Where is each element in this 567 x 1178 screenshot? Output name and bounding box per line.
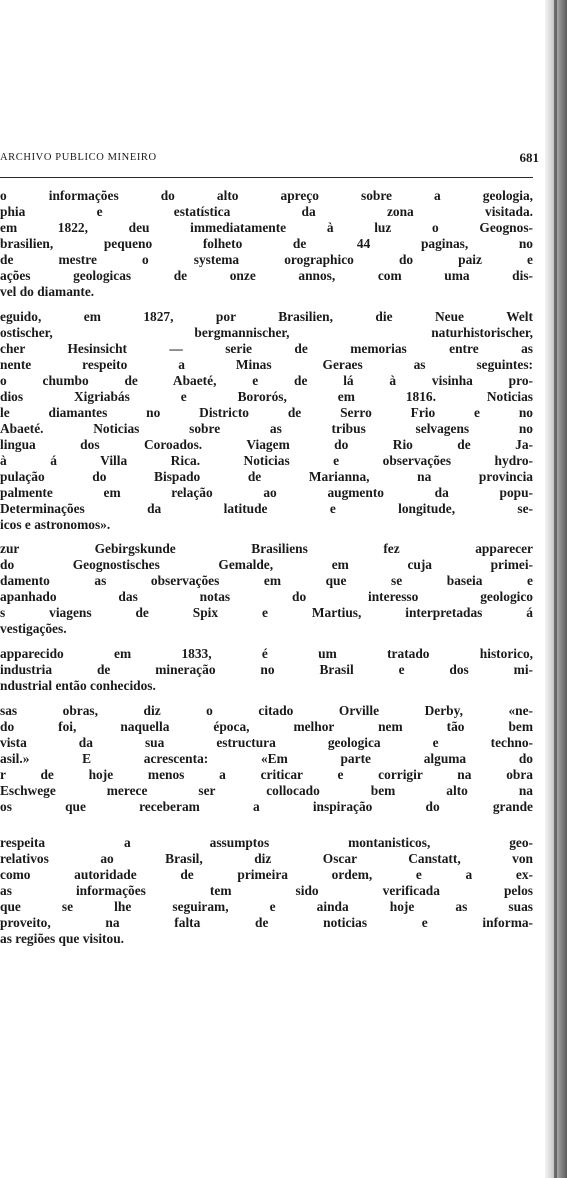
text-line: do Geognostisches Gemalde, em cuja primei- (0, 557, 533, 573)
text-line: do foi, naquella época, melhor nem tão bem (0, 718, 533, 734)
paragraph-4 (0, 646, 533, 694)
text-line: as regiões que visitou. (0, 930, 124, 946)
text-line: palmente em relação ao augmento da popu- (0, 484, 533, 500)
text-line: industria de mineração no Brasil e dos mi- (0, 662, 533, 678)
text-line: o informações do alto apreço sobre a geologia, (0, 188, 533, 203)
running-title: ARCHIVO PUBLICO MINEIRO (0, 152, 157, 163)
page-edge-strip (554, 0, 557, 1178)
text-line: nente respeito a Minas Geraes as seguintes: (0, 356, 533, 372)
text-line: proveito, na falta de noticias e informa- (0, 914, 533, 930)
text-line: eguido, em 1827, por Brasilien, die Neue Welt (0, 308, 533, 324)
text-line: damento as observações em que se baseia e (0, 573, 533, 589)
header-rule (0, 177, 533, 178)
text-line: ndustrial então conhecidos. (0, 678, 156, 694)
text-line: respeita a assumptos montanisticos, geo- (0, 834, 533, 850)
running-head (0, 150, 545, 168)
text-line: vestigações. (0, 621, 67, 637)
paragraph-3 (0, 541, 533, 637)
text-line: icos e astronomos». (0, 516, 111, 532)
text-line: vel do diamante. (0, 284, 95, 299)
text-line: Determinações da latitude e longitude, se- (0, 500, 533, 516)
text-line: s viagens de Spix e Martius, interpretadas á (0, 605, 533, 621)
text-line: brasilien, pequeno folheto de 44 paginas, no (0, 236, 533, 251)
paragraph-6 (0, 835, 533, 947)
text-line: os que receberam a inspiração do grande (0, 798, 533, 814)
paragraph-1 (0, 188, 533, 300)
paragraph-2 (0, 309, 533, 533)
text-line: apanhado das notas do interesso geologico (0, 589, 533, 605)
paragraph-5 (0, 703, 533, 815)
text-line: pulação do Bispado de Marianna, na provincia (0, 468, 533, 484)
text-line: phia e estatística da zona visitada. (0, 204, 533, 219)
text-line: dios Xigriabás e Bororós, em 1816. Noticias (0, 388, 533, 404)
text-line: apparecido em 1833, é um tratado historico, (0, 646, 533, 662)
text-line: à á Villa Rica. Noticias e observações hydro- (0, 452, 533, 468)
text-line: de mestre o systema orographico do paiz e (0, 252, 533, 267)
text-line: o chumbo de Abaeté, e de lá à visinha pro- (0, 372, 533, 388)
text-line: Eschwege merece ser collocado bem alto na (0, 782, 533, 798)
text-line: r de hoje menos a criticar e corrigir na obra (0, 766, 533, 782)
page-number: 681 (519, 150, 539, 165)
text-line: como autoridade de primeira ordem, e a ex- (0, 866, 533, 882)
text-line: cher Hesinsicht — serie de memorias entre as (0, 340, 533, 356)
text-line: Abaeté. Noticias sobre as tribus selvagens no (0, 420, 533, 436)
text-line: vista da sua estructura geologica e techno- (0, 734, 533, 750)
text-line: asil.» E acrescenta: «Em parte alguma do (0, 750, 533, 766)
text-line: ostischer, bergmannischer, naturhistorischer, (0, 324, 533, 340)
text-line: lingua dos Coroados. Viagem do Rio de Ja- (0, 436, 533, 452)
text-line: as informações tem sido verificada pelos (0, 882, 533, 898)
text-line: zur Gebirgskunde Brasiliens fez apparecer (0, 541, 533, 557)
text-line: em 1822, deu immediatamente à luz o Geognos- (0, 220, 533, 235)
text-line: le diamantes no Districto de Serro Frio e no (0, 404, 533, 420)
text-line: sas obras, diz o citado Orville Derby, «ne- (0, 702, 533, 718)
text-line: relativos ao Brasil, diz Oscar Canstatt, von (0, 850, 533, 866)
text-line: que se lhe seguiram, e ainda hoje as suas (0, 898, 533, 914)
body-text (0, 188, 533, 955)
text-line: ações geologicas de onze annos, com uma dis- (0, 268, 533, 283)
